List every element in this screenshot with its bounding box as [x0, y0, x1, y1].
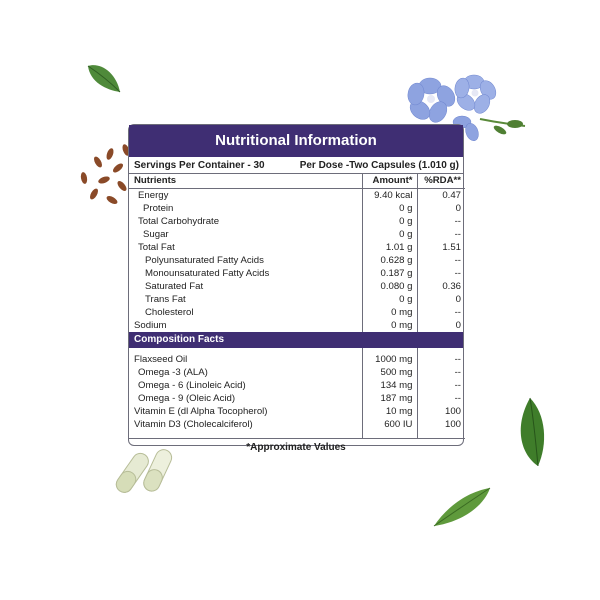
table-row — [129, 366, 465, 379]
composition-rda: 100 — [417, 418, 465, 431]
leaf-icon — [510, 396, 548, 468]
nutrient-name: Sugar — [143, 228, 169, 240]
nutrient-amount: 1.01 g — [362, 241, 417, 254]
nutrient-name: Total Carbohydrate — [138, 215, 220, 227]
nutrient-rda: 0.36 — [417, 280, 465, 293]
nutrient-rda: -- — [417, 254, 465, 267]
header-rda: %RDA** — [417, 174, 465, 188]
composition-amount: 1000 mg — [362, 353, 417, 366]
table-row — [129, 254, 465, 267]
composition-name: Omega - 6 (Linoleic Acid) — [138, 379, 246, 391]
flax-seeds-icon — [74, 142, 134, 212]
composition-rda: -- — [417, 353, 465, 366]
table-header-row — [129, 174, 465, 188]
composition-rda: -- — [417, 366, 465, 379]
nutrient-name: Energy — [138, 189, 169, 201]
nutrient-amount: 0 mg — [362, 306, 417, 319]
table-row — [129, 319, 465, 332]
table-row — [129, 215, 465, 228]
nutrient-amount: 0 g — [362, 202, 417, 215]
nutrient-amount: 0.628 g — [362, 254, 417, 267]
leaf-icon — [86, 62, 122, 94]
composition-rda: -- — [417, 379, 465, 392]
nutrients-table — [129, 174, 465, 332]
composition-amount: 187 mg — [362, 392, 417, 405]
table-row — [129, 188, 465, 202]
nutrient-name: Total Fat — [138, 241, 175, 253]
nutrient-amount: 9.40 kcal — [362, 188, 417, 202]
table-row — [129, 418, 465, 431]
nutrient-amount: 0.187 g — [362, 267, 417, 280]
nutrient-rda: 0.47 — [417, 188, 465, 202]
composition-amount: 134 mg — [362, 379, 417, 392]
footnote: *Approximate Values — [246, 442, 346, 453]
nutrient-name: Monounsaturated Fatty Acids — [145, 267, 270, 279]
nutrient-amount: 0 g — [362, 215, 417, 228]
servings-label: Servings Per Container - 30 — [134, 159, 265, 171]
nutrient-name: Cholesterol — [145, 306, 194, 318]
nutrient-rda: 0 — [417, 319, 465, 332]
nutrient-name: Polyunsaturated Fatty Acids — [145, 254, 264, 266]
composition-name: Flaxseed Oil — [134, 353, 188, 365]
nutrient-amount: 0 mg — [362, 319, 417, 332]
nutrient-name: Trans Fat — [145, 293, 186, 305]
leaf-icon — [432, 484, 492, 528]
nutrient-name: Saturated Fat — [145, 280, 204, 292]
composition-name: Omega -3 (ALA) — [138, 366, 208, 378]
nutrition-panel — [128, 124, 464, 453]
table-row — [129, 405, 465, 418]
header-amount: Amount* — [362, 174, 417, 188]
table-row — [129, 202, 465, 215]
composition-title: Composition Facts — [129, 332, 463, 348]
table-row — [129, 353, 465, 366]
nutrient-amount: 0 g — [362, 293, 417, 306]
nutrient-rda: -- — [417, 267, 465, 280]
servings-row — [129, 157, 463, 174]
composition-table — [129, 348, 465, 440]
table-row — [129, 392, 465, 405]
dose-label: Per Dose -Two Capsules (1.010 g) — [299, 159, 459, 171]
composition-rda: 100 — [417, 405, 465, 418]
nutrient-rda: -- — [417, 306, 465, 319]
table-row — [129, 379, 465, 392]
table-row — [129, 306, 465, 319]
nutrient-rda: -- — [417, 228, 465, 241]
composition-amount: 500 mg — [362, 366, 417, 379]
nutrient-name: Sodium — [134, 319, 167, 331]
panel-title: Nutritional Information — [129, 125, 463, 157]
composition-name: Omega - 9 (Oleic Acid) — [138, 392, 236, 404]
composition-rda: -- — [417, 392, 465, 405]
nutrient-amount: 0.080 g — [362, 280, 417, 293]
nutrient-amount: 0 g — [362, 228, 417, 241]
composition-amount: 600 IU — [362, 418, 417, 431]
table-row — [129, 241, 465, 254]
composition-name: Vitamin D3 (Cholecalciferol) — [134, 418, 253, 430]
table-row — [129, 280, 465, 293]
composition-amount: 10 mg — [362, 405, 417, 418]
table-row — [129, 228, 465, 241]
header-nutrients: Nutrients — [129, 174, 362, 188]
table-row — [129, 293, 465, 306]
nutrient-rda: -- — [417, 215, 465, 228]
nutrient-name: Protein — [143, 202, 174, 214]
nutrient-rda: 0 — [417, 202, 465, 215]
nutrient-rda: 0 — [417, 293, 465, 306]
table-row — [129, 267, 465, 280]
nutrient-rda: 1.51 — [417, 241, 465, 254]
composition-name: Vitamin E (dl Alpha Tocopherol) — [134, 405, 268, 417]
